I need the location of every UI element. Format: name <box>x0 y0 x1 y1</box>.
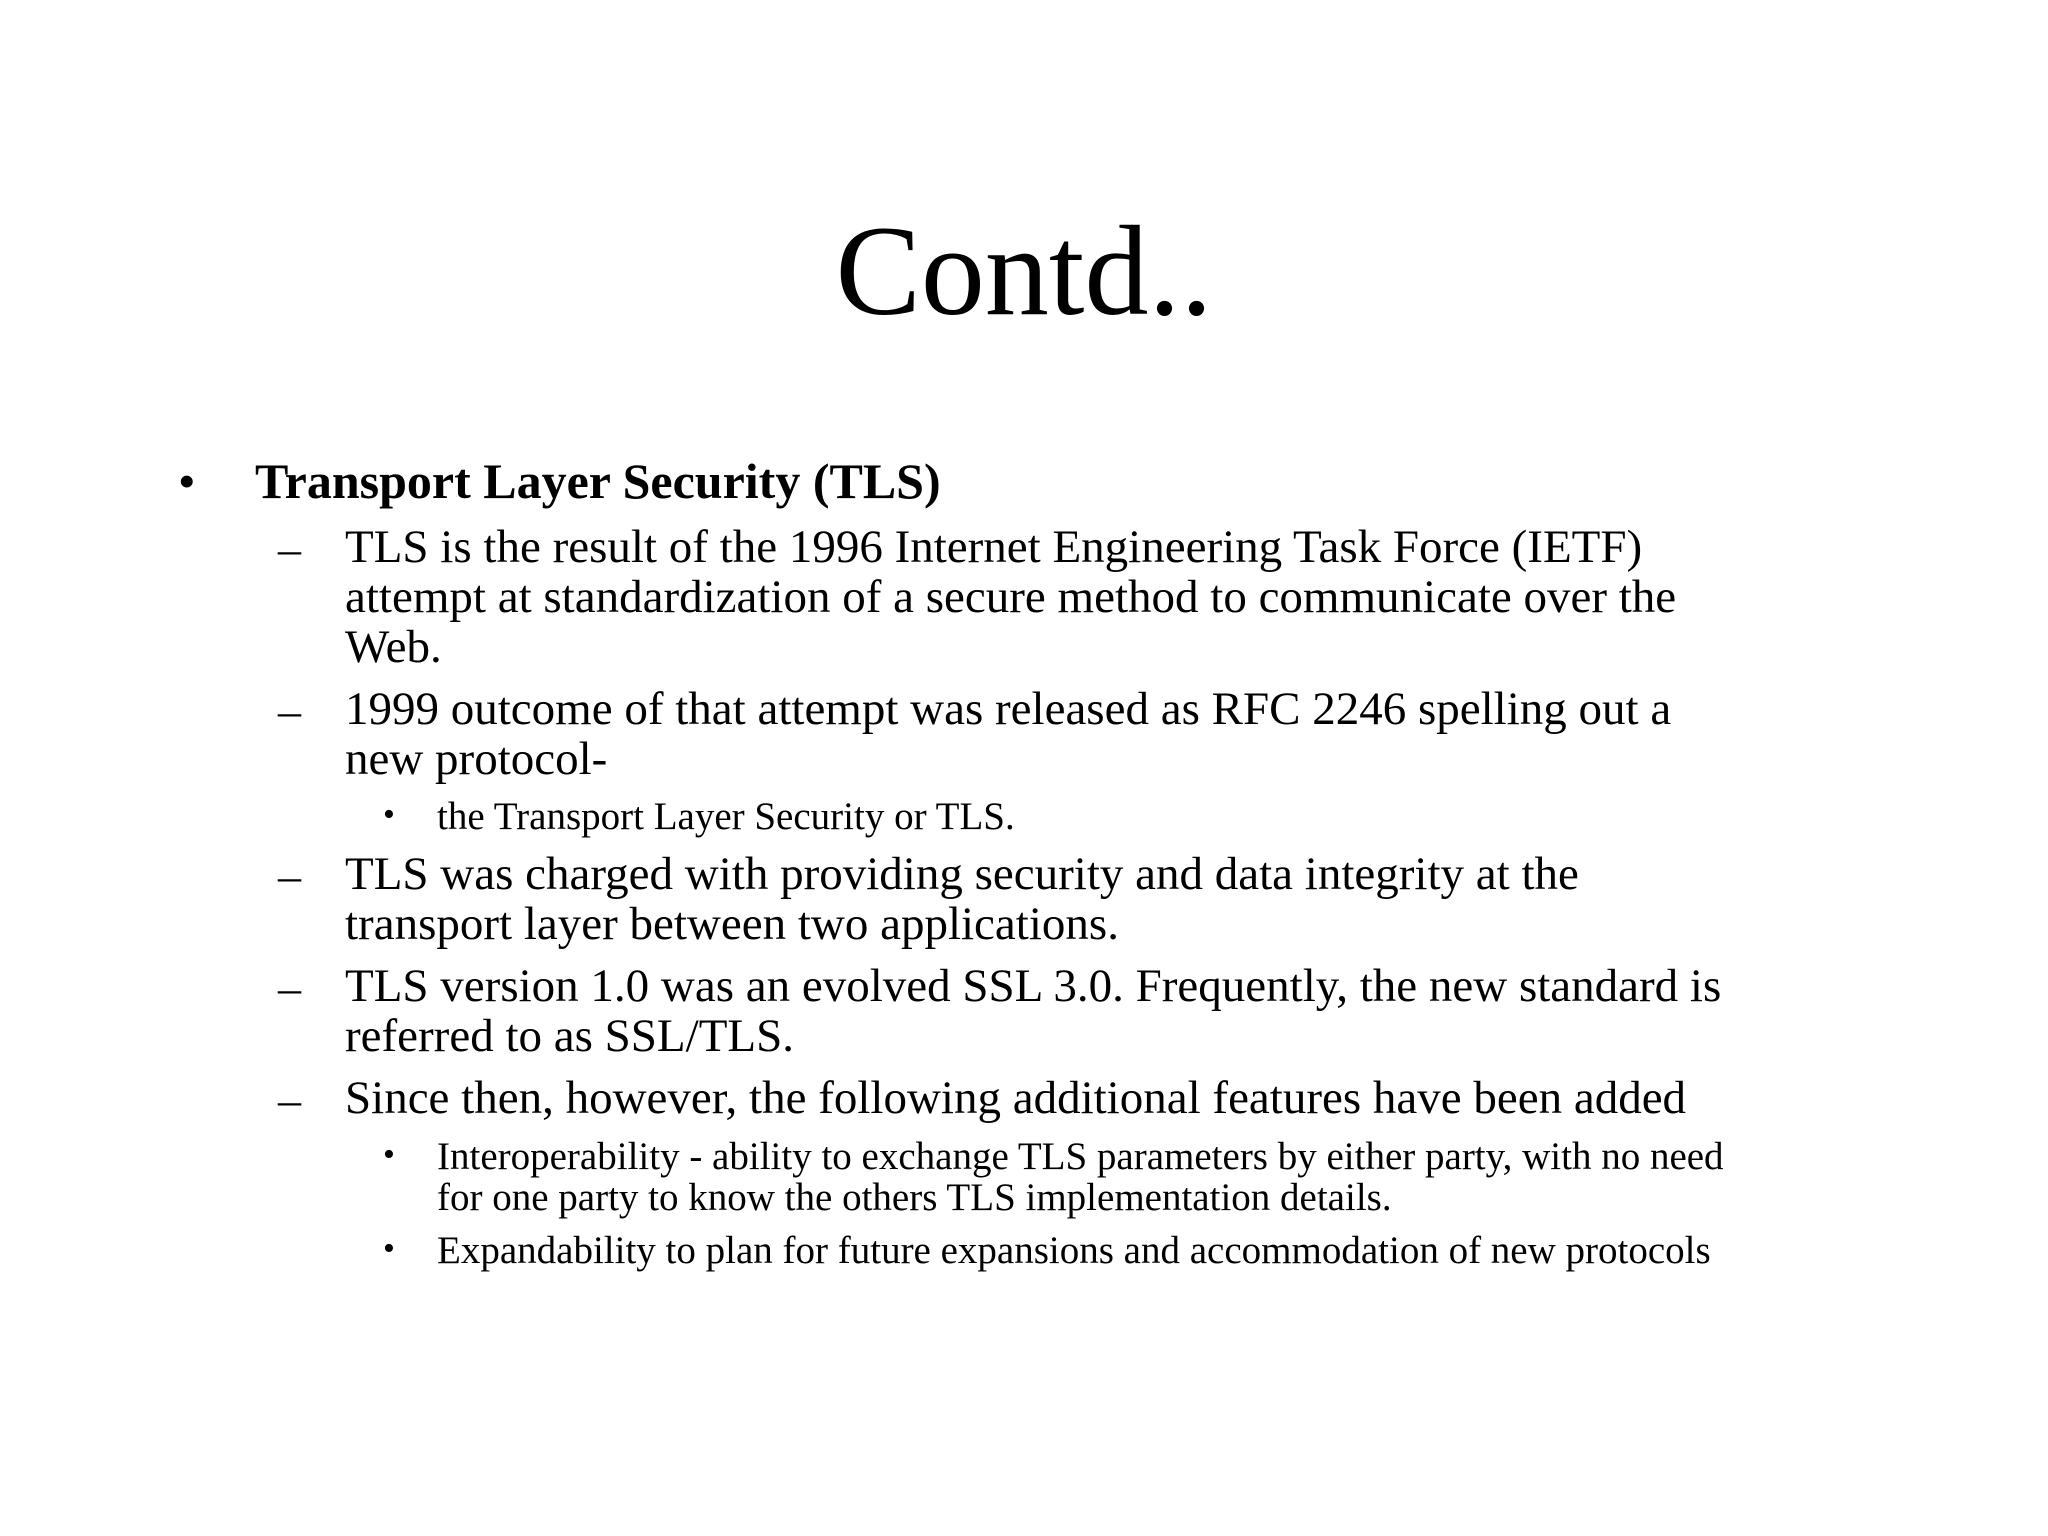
heading-tls: Transport Layer Security (TLS) <box>255 453 941 509</box>
sub-list-item-line: Interoperability - ability to exchange TLS parameters by either party, with no need <box>437 1135 1724 1178</box>
bullet-icon: • <box>383 1230 395 1267</box>
sub-list-item-line: the Transport Layer Security or TLS. <box>437 795 1015 838</box>
list-item <box>345 849 1579 949</box>
list-item-line: TLS was charged with providing security and data integrity at the <box>345 848 1579 900</box>
bullet-icon: • <box>383 796 395 833</box>
dash-icon: – <box>278 523 301 574</box>
list-item <box>345 1073 1686 1123</box>
sub-list-item <box>437 796 1015 837</box>
list-item <box>345 684 1671 784</box>
list-item-line: Web. <box>345 621 442 673</box>
sub-list-item <box>437 1136 1724 1218</box>
list-item-line: attempt at standardization of a secure method to communicate over the <box>345 571 1677 623</box>
sub-list-item-line: Expandability to plan for future expansions and accommodation of new protocols <box>437 1229 1711 1272</box>
list-item-line: 1999 outcome of that attempt was released as RFC 2246 spelling out a <box>345 683 1672 735</box>
dash-icon: – <box>278 1074 301 1125</box>
dash-icon: – <box>278 962 301 1013</box>
bullet-icon: • <box>178 453 196 509</box>
bullet-icon: • <box>383 1136 395 1173</box>
list-item-line: transport layer between two applications. <box>345 898 1119 950</box>
sub-list-item-line: for one party to know the others TLS implementation details. <box>437 1176 1392 1219</box>
list-item-line: TLS version 1.0 was an evolved SSL 3.0. Frequently, the new standard is <box>345 960 1722 1012</box>
list-item-line: referred to as SSL/TLS. <box>345 1010 795 1062</box>
dash-icon: – <box>278 685 301 736</box>
list-item-line: Since then, however, the following additional features have been added <box>345 1072 1687 1124</box>
dash-icon: – <box>278 850 301 901</box>
slide-title: Contd.. <box>835 200 1213 342</box>
list-item <box>345 961 1721 1061</box>
list-item-line: new protocol- <box>345 733 608 785</box>
sub-list-item <box>437 1230 1711 1271</box>
list-item-line: TLS is the result of the 1996 Internet Engineering Task Force (IETF) <box>345 521 1643 573</box>
list-item <box>345 522 1676 672</box>
